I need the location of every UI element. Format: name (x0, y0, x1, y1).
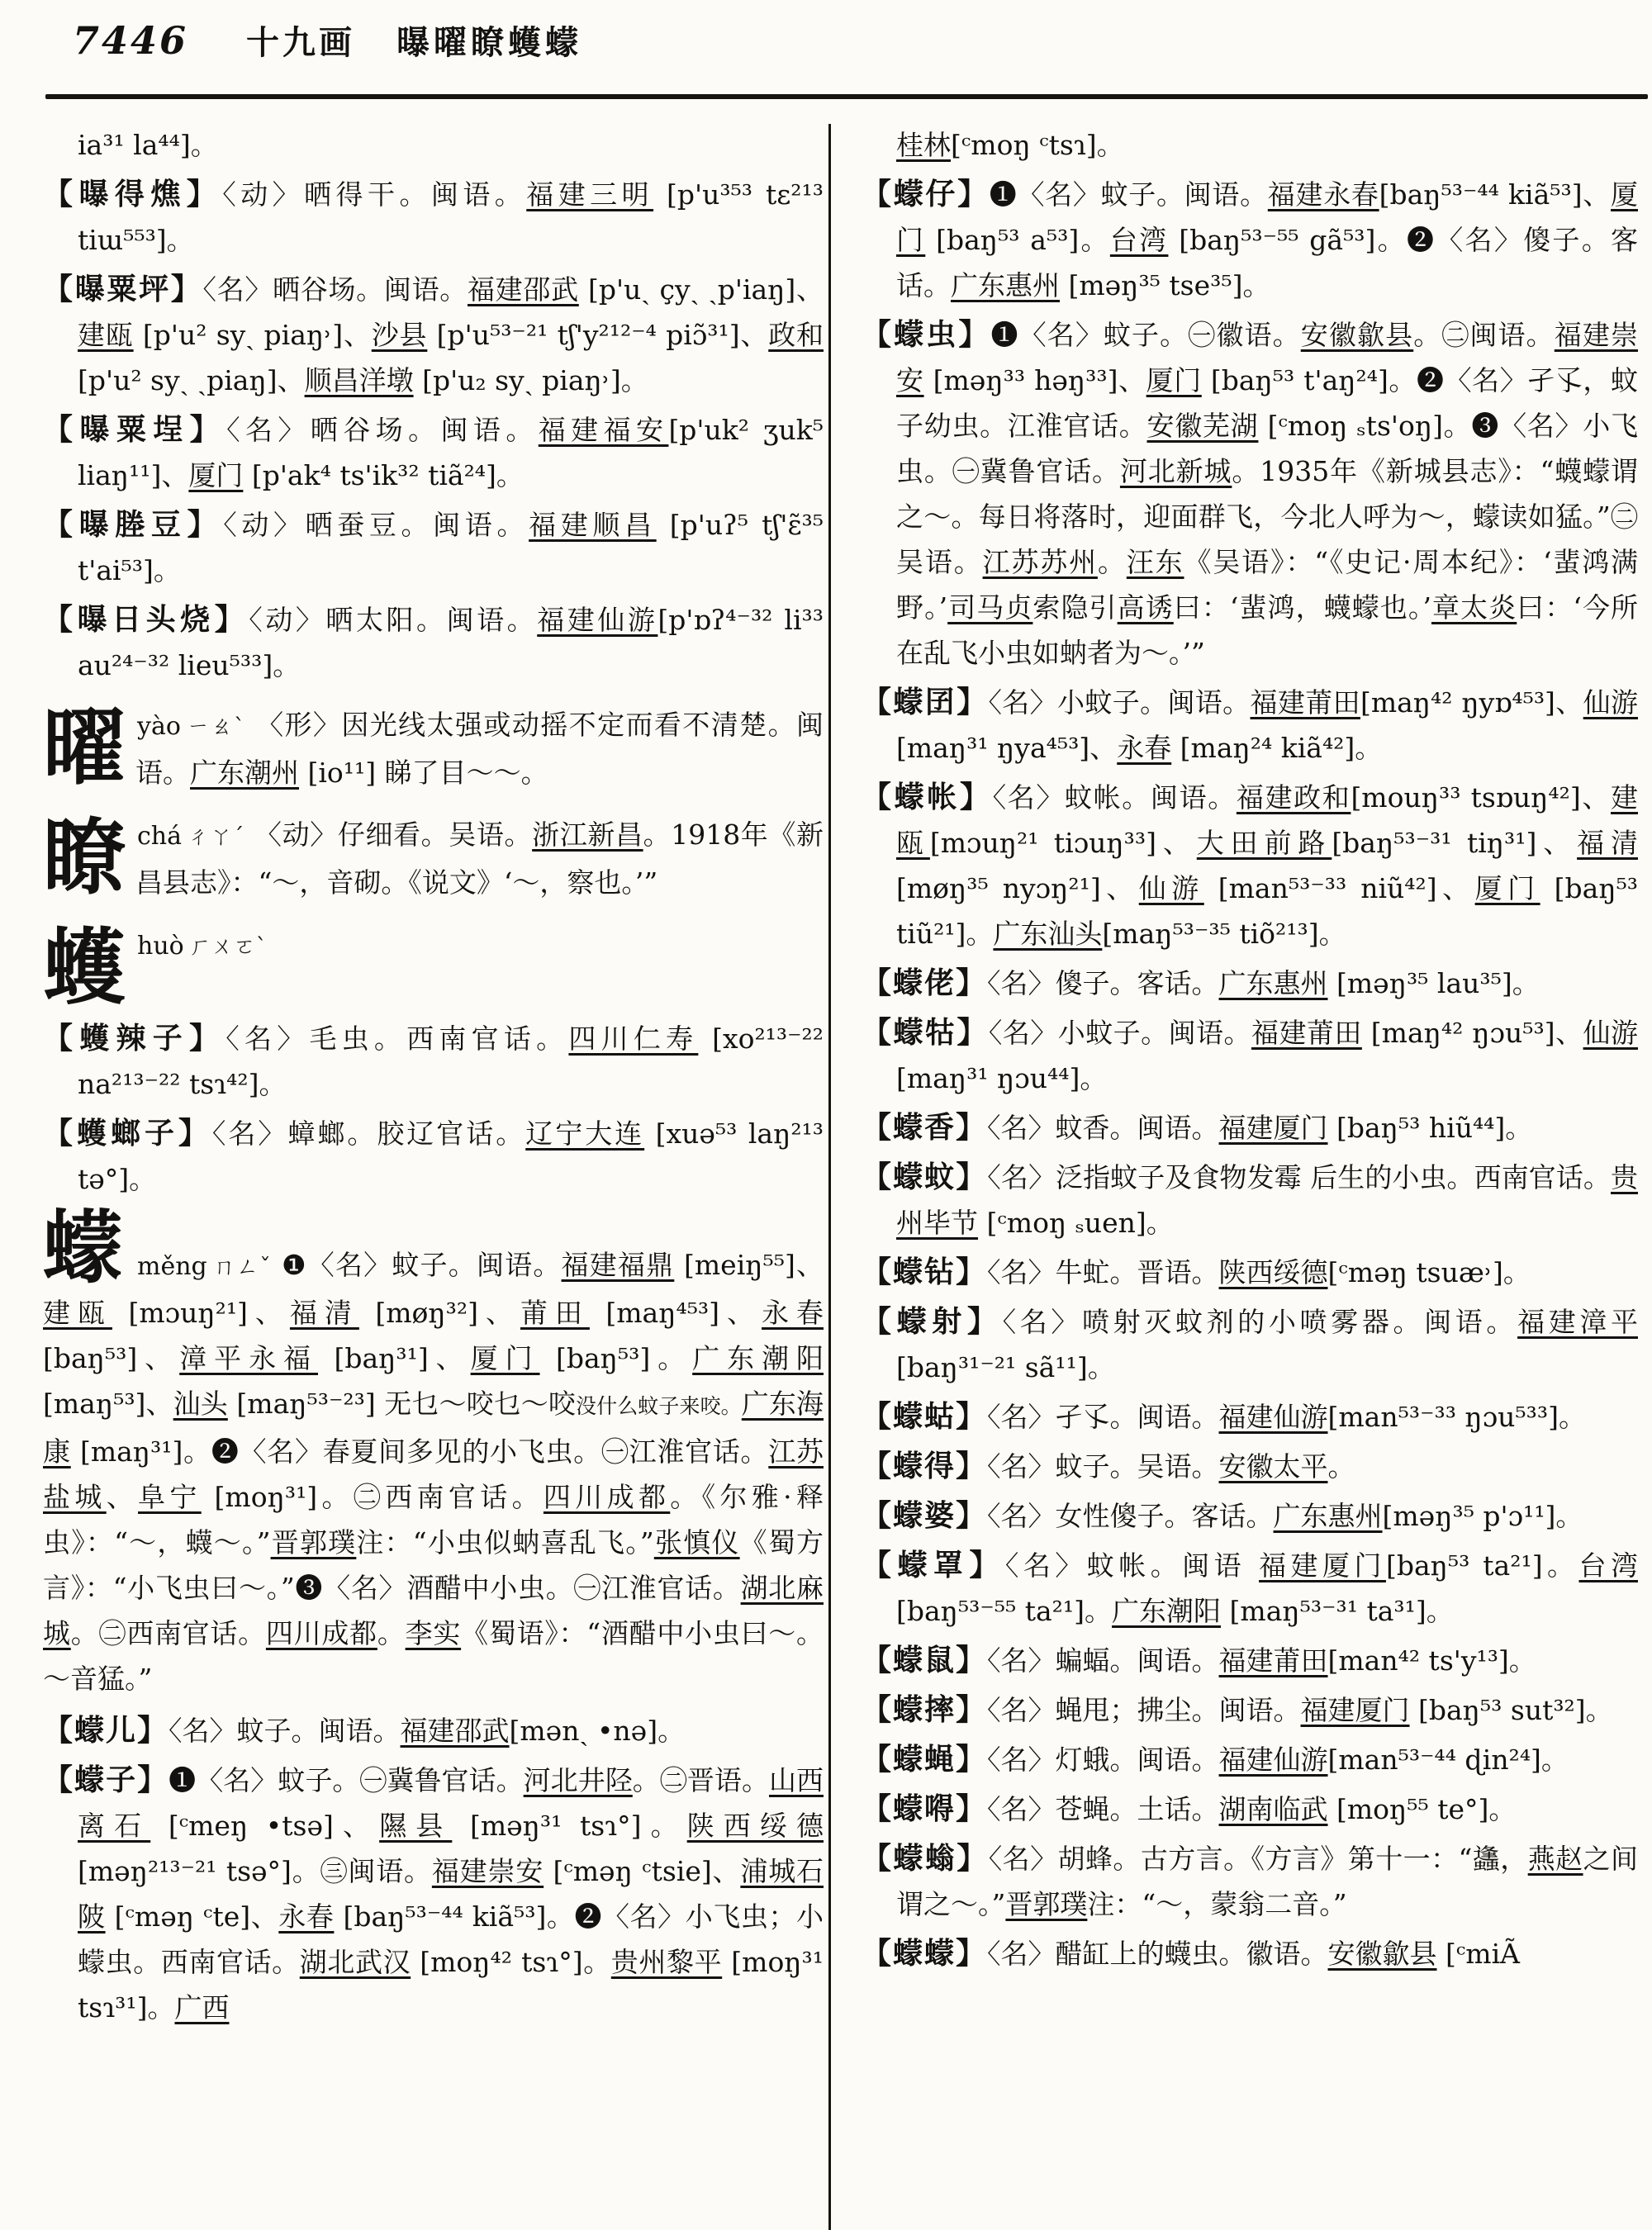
entry-text: [p'u³⁵³ tɛ²¹³ tiɯ⁵⁵³]。 (78, 178, 824, 256)
entry-headword: 【曝粟坪】 (43, 272, 203, 306)
entry-text: [moŋ³¹]。㊁西南官话。 (201, 1481, 544, 1513)
place-name: 福建邵武 (467, 273, 579, 306)
place-name: 福建邵武 (400, 1715, 510, 1747)
place-name: 河北井陉 (523, 1764, 633, 1796)
dict-entry (862, 680, 1638, 771)
entry-text: [io¹¹] 睇了目～～。 (299, 757, 548, 789)
entry-text: [man⁴² ts'y¹³]。 (1327, 1644, 1536, 1677)
entry-text: [baŋ⁵³ t'aŋ²⁴]。❷〈名〉孑孓，蚊子幼虫。江淮官话。 (896, 364, 1638, 442)
section-headword-char: 蠓 (43, 1201, 122, 1294)
place-name: 张慎仪 (653, 1526, 740, 1559)
entry-text: [baŋ⁵³]。 (539, 1342, 693, 1374)
entry-text: 〈名〉苍蝇。土话。 (987, 1793, 1219, 1825)
entry-text: 。 (377, 1617, 406, 1649)
entry-text: 〈名〉蝙蝠。闽语。 (987, 1644, 1219, 1677)
entry-text: 《蜀语》：“酒醋中小虫曰～。～音猛。” (43, 1617, 824, 1695)
place-name: 永春 (762, 1297, 824, 1329)
place-name: 漳平永福 (179, 1342, 318, 1374)
entry-headword: 【蠓帐】 (862, 780, 993, 814)
entry-text: [møŋ³⁵ nyɔŋ²¹]、 (896, 872, 1139, 904)
entry-text: ia³¹ la⁴⁴]。 (78, 129, 218, 161)
entry-text: [man⁵³⁻³³ ŋɔu⁵³³]。 (1327, 1401, 1586, 1433)
dict-entry (43, 597, 824, 688)
dict-entry (862, 1638, 1638, 1683)
entry-text: 〈名〉喷射灭蚊剂的小喷雾器。闽语。 (1002, 1306, 1518, 1338)
dict-entry (43, 502, 824, 593)
place-name: 安徽歙县 (1327, 1938, 1437, 1970)
entry-text: 〈名〉蚊帐。闽语 (1004, 1549, 1260, 1582)
entry-headword: 【蠓虫】 (862, 317, 991, 352)
entry-text: 〈动〉晒太阳。闽语。 (249, 604, 538, 636)
place-name: 浦城石陂 (78, 1855, 824, 1933)
place-name: 福建厦门 (1300, 1694, 1410, 1726)
entry-text: [maŋ⁵³⁻²³] 无乜～咬乜～咬 (227, 1388, 576, 1420)
place-name: 福建仙游 (537, 604, 658, 636)
entry-text: [mouŋ³³ tsɒuŋ⁴²]、 (1351, 781, 1612, 814)
entry-headword: 【蠓牯】 (862, 1015, 989, 1050)
entry-text: 之间谓之～。” (896, 1843, 1638, 1920)
place-name: 桂林 (896, 129, 951, 161)
entry-text: 〈名〉晒谷场。闽语。 (202, 273, 468, 306)
place-name: 仙游 (1583, 1017, 1638, 1049)
place-name: 广东潮阳 (1112, 1595, 1222, 1627)
section-headword-char: 曜 (43, 699, 126, 796)
entry-text: [baŋ⁵³⁻⁴⁴ kiã⁵³]。❷〈名〉小飞虫；小蠓虫。西南官话。 (78, 1900, 824, 1978)
place-name: 大田前路 (1196, 827, 1332, 859)
dict-entry (862, 1155, 1638, 1245)
entry-headword: 【蠖螂子】 (43, 1116, 212, 1151)
left-column (43, 122, 824, 2230)
entry-text: 。1918年《新昌县志》：“～，音砌。《说文》‘～，察也。’” (135, 818, 824, 899)
entry-text: [p'u² syˏ piaŋ˒]、 (133, 319, 372, 351)
dict-entry (862, 1299, 1638, 1390)
place-name: 司马贞 (947, 591, 1033, 624)
place-name: 仙游 (1583, 686, 1638, 719)
entry-text: [ᶜmiÃ (1436, 1938, 1520, 1970)
place-name: 福建永春 (1267, 178, 1379, 211)
place-name: 厦门 (1146, 364, 1202, 396)
zhuyin-label: ㄇㄥˇ (211, 1255, 273, 1280)
entry-text: [baŋ⁵³⁻³¹ tiŋ³¹]、 (1332, 827, 1578, 859)
page-number: 7446 (73, 18, 189, 63)
place-name: 山西离石 (78, 1764, 824, 1842)
entry-text: [ᶜmoŋ ₛts'oŋ]。❸〈名〉小飞虫。㊀冀鲁官话。 (896, 410, 1638, 487)
dict-entry (862, 172, 1638, 308)
entry-text: 〈名〉蚊香。闽语。 (987, 1112, 1219, 1144)
entry-text: 〈名〉蝇甩；拂尘。闽语。 (987, 1694, 1301, 1726)
entry-text: 〈形〉因光线太强或动摇不定而看不清楚。闽语。 (135, 709, 824, 789)
place-name: 福建福鼎 (561, 1249, 675, 1281)
place-name: 福建漳平 (1517, 1306, 1638, 1338)
entry-text: 、 (106, 1481, 139, 1513)
zhuyin-label: ㄏㄨㄛˋ (188, 934, 268, 960)
section-entry (43, 692, 824, 795)
entry-text: [ᶜməŋ ᶜtsie]、 (544, 1855, 741, 1887)
place-name: 广东惠州 (1218, 967, 1328, 999)
place-name: 福建莆田 (1250, 686, 1360, 719)
place-name: 浙江新昌 (532, 818, 643, 851)
entry-text: 〈名〉小蚊子。闽语。 (988, 686, 1251, 719)
entry-text: [baŋ⁵³⁻⁴⁴ kiã⁵³]、 (1379, 178, 1611, 211)
place-name: 广西 (174, 1991, 230, 2024)
zhuyin-label: ㄧㄠˋ (185, 714, 247, 740)
place-name: 福建仙游 (1218, 1744, 1328, 1776)
stroke-count-section: 十九画 (246, 23, 356, 62)
entry-text: 〈名〉醋缸上的蠛虫。徽语。 (987, 1938, 1328, 1970)
place-name: 厦门 (188, 459, 244, 491)
dict-entry (862, 1493, 1638, 1539)
place-name: 厦门 (1474, 872, 1540, 904)
entry-text: [baŋ⁵³⁻⁵⁵ ta²¹]。 (896, 1595, 1113, 1627)
dict-entry (43, 172, 824, 263)
place-name: 台湾 (1109, 224, 1169, 256)
dict-entry (862, 1836, 1638, 1927)
place-name: 福建政和 (1236, 781, 1351, 814)
entry-text: [møŋ³²]、 (358, 1297, 520, 1329)
entry-headword: 【蠓囝】 (862, 685, 989, 719)
place-name: 仙游 (1138, 872, 1204, 904)
place-name: 高诱 (1117, 591, 1174, 624)
entry-headword: 【蠓佬】 (862, 966, 988, 1000)
entry-text: [p'ak⁴ ts'ik³² tiã²⁴]。 (243, 459, 524, 491)
entry-text: [maŋ⁴⁵³]、 (589, 1297, 762, 1329)
dict-entry (862, 1786, 1638, 1832)
place-name: 永春 (278, 1900, 335, 1933)
place-name: 广东潮阳 (692, 1342, 824, 1374)
dict-entry (862, 961, 1638, 1006)
entry-text: 。 (1327, 1450, 1355, 1483)
place-name: 福建莆田 (1218, 1644, 1328, 1677)
place-name: 阜宁 (138, 1481, 202, 1513)
entry-text: [mɔuŋ²¹]、 (112, 1297, 290, 1329)
place-name: 燕赵 (1527, 1843, 1583, 1875)
entry-text: [maŋ³¹ ŋya⁴⁵³]、 (896, 732, 1118, 764)
entry-text: 〈名〉毛虫。西南官话。 (225, 1022, 569, 1055)
entry-text: [baŋ⁵³]、 (43, 1342, 180, 1374)
entry-headword: 【蠓射】 (862, 1304, 1003, 1339)
entry-text: [meiŋ⁵⁵]、 (674, 1249, 824, 1281)
dict-entry (43, 1111, 824, 1202)
entry-headword: 【蠓得】 (862, 1449, 988, 1483)
entry-text: 〈动〉仔细看。吴语。 (254, 818, 533, 851)
dict-entry (43, 407, 824, 498)
entry-text: 〈名〉蚊子。吴语。 (987, 1450, 1219, 1483)
dict-entry (862, 1737, 1638, 1782)
place-name: 江苏盐城 (43, 1435, 824, 1513)
entry-headword: 【蠓婆】 (862, 1498, 988, 1533)
entry-text: [maŋ⁵³⁻³⁵ tiõ²¹³]。 (1102, 918, 1346, 950)
entry-text: [mɔuŋ²¹ tiɔuŋ³³]、 (929, 827, 1197, 859)
dict-entry (43, 1708, 824, 1753)
place-name: 安徽太平 (1218, 1450, 1328, 1483)
entry-text: 〈动〉晒得干。闽语。 (222, 178, 527, 211)
dict-entry (862, 1543, 1638, 1634)
entry-text: [məŋ³¹ tsɿ°]。 (452, 1810, 687, 1842)
entry-text: 。㊁西南官话。 (70, 1617, 266, 1649)
place-name: 永春 (1117, 732, 1172, 764)
place-name: 江苏苏州 (982, 546, 1098, 578)
entry-text: 。㊁晋语。 (632, 1764, 769, 1796)
section-entry (43, 1201, 824, 1701)
entry-headword: 【曝日头烧】 (43, 602, 249, 637)
entry-headword: 【蠓鼠】 (862, 1643, 988, 1677)
entry-text: [p'uʔ⁵ tʃ'ɛ̃³⁵ t'ai⁵³]。 (78, 509, 824, 586)
entry-headword: 【蠓罩】 (862, 1548, 1005, 1582)
entry-text: 〈名〉蚊子。闽语。 (169, 1715, 401, 1747)
place-name: 福建福安 (538, 414, 669, 446)
entry-headword: 【蠓钻】 (862, 1255, 988, 1289)
entry-text: [xuə⁵³ laŋ²¹³ tə°]。 (78, 1117, 824, 1195)
section-entry (43, 802, 824, 905)
entry-text: 曰：‘蜚鸿，蠛蠓也。’ (1173, 591, 1431, 624)
entry-headword: 【蠓香】 (862, 1110, 988, 1145)
place-name: 汪东 (1126, 546, 1184, 578)
entry-text: 〈名〉小蚊子。闽语。 (988, 1017, 1251, 1049)
place-name: 福建顺昌 (529, 509, 657, 541)
entry-text: [məŋ³⁵ p'ɔ¹¹]。 (1382, 1500, 1583, 1532)
entry-text: [baŋ⁵³ tiũ²¹]。 (896, 872, 1638, 950)
example-gloss: 没什么蚊子来咬。 (576, 1394, 742, 1418)
entry-text: [moŋ³¹ tsɿ³¹]。 (78, 1946, 824, 2024)
place-name: 政和 (768, 319, 824, 351)
entry-text: [p'uk² ʒuk⁵ liaŋ¹¹]、 (78, 414, 824, 491)
entry-headword: 【蠓仔】 (862, 177, 990, 211)
entry-text: [maŋ⁴² ŋɔu⁵³]、 (1361, 1017, 1583, 1049)
section-headword-char: 蠖 (43, 918, 126, 1016)
place-name: 莆田 (520, 1297, 590, 1329)
entry-text: 。1935年《新城县志》：“蠛蠓谓之～。每日将落时，迎面群飞，今北人呼为～，蠓读如猛。”㊁吴语。 (896, 455, 1638, 578)
entry-text: [man⁵³⁻⁴⁴ ɖin²⁴]。 (1327, 1744, 1569, 1776)
dict-continuation-text (862, 122, 1638, 168)
dict-entry (862, 1394, 1638, 1440)
place-name: 隰县 (379, 1810, 453, 1842)
right-column (862, 122, 1638, 2230)
entry-text: [məŋ³³ həŋ³³]、 (923, 364, 1146, 396)
entry-text: 〈名〉孑孓。闽语。 (987, 1401, 1219, 1433)
place-name: 章太炎 (1431, 591, 1517, 624)
place-name: 福建莆田 (1251, 1017, 1362, 1049)
dict-entry (862, 775, 1638, 956)
place-name: 台湾 (1578, 1549, 1638, 1582)
entry-text: 注：“～，蒙翁二音。” (1087, 1888, 1347, 1920)
entry-text: 〈名〉泛指蚊子及食物发霉 后生的小虫。西南官话。 (987, 1161, 1611, 1193)
entry-text: 〈名〉傻子。客话。 (987, 967, 1219, 999)
entry-text: [baŋ³¹⁻²¹ sã¹¹]。 (896, 1351, 1115, 1383)
entry-text: [p'ɒʔ⁴⁻³² li³³ au²⁴⁻³² lieu⁵³³]。 (78, 604, 824, 681)
column-divider-rule (828, 124, 831, 2230)
entry-headword: 【曝得燋】 (43, 177, 223, 211)
entry-text: [maŋ⁴² ŋyɒ⁴⁵³]、 (1360, 686, 1583, 719)
entry-text: [p'u⁵³⁻²¹ tʃ'y²¹²⁻⁴ piɔ̃³¹]、 (427, 319, 769, 351)
place-name: 安徽芜湖 (1146, 410, 1259, 442)
place-name: 沙县 (371, 319, 428, 351)
place-name: 建瓯 (896, 781, 1638, 859)
entry-text: [ᶜməŋ ᶜte]、 (105, 1900, 279, 1933)
place-name: 福清 (1577, 827, 1638, 859)
section-entry (43, 912, 824, 1016)
entry-text: 注：“小虫似蚋喜乱飞。” (356, 1526, 654, 1559)
entry-text: [baŋ³¹]、 (318, 1342, 471, 1374)
place-name: 广东海康 (43, 1388, 824, 1468)
entry-headword: 【蠓蛄】 (862, 1399, 988, 1434)
place-name: 陕西绥德 (1218, 1256, 1328, 1288)
entry-text: [p'uˏ çyˏ ˏp'iaŋ]、 (578, 273, 824, 306)
place-name: 建瓯 (43, 1297, 112, 1329)
entry-text: ❶〈名〉蚊子。闽语。 (282, 1249, 562, 1281)
entry-text: [baŋ⁵³ a⁵³]。 (925, 224, 1110, 256)
entry-text: [maŋ³¹]。❷〈名〉春夏间多见的小飞虫。㊀江淮官话。 (70, 1435, 769, 1468)
place-name: 安徽歙县 (1300, 319, 1414, 351)
entry-text: [baŋ⁵³ hiũ⁴⁴]。 (1327, 1112, 1533, 1144)
entry-text: ❶〈名〉蚊子。㊀徽语。 (990, 319, 1301, 351)
pinyin-label: yào (137, 712, 181, 741)
place-name: 湖北麻城 (43, 1572, 824, 1649)
entry-text: [məŋ²¹³⁻²¹ tsə°]。㊂闽语。 (78, 1855, 432, 1887)
place-name: 广东汕头 (993, 918, 1103, 950)
place-name: 福建厦门 (1218, 1112, 1328, 1144)
place-name: 顺昌洋墩 (304, 364, 414, 396)
place-name: 广东潮州 (190, 757, 299, 789)
entry-text: [maŋ⁵³⁻³¹ ta³¹]。 (1221, 1595, 1454, 1627)
pinyin-label: měng (137, 1252, 207, 1281)
place-name: 福建厦门 (1259, 1549, 1386, 1582)
entry-text: 。㊁闽语。 (1413, 319, 1555, 351)
entry-text: 〈名〉晒谷场。闽语。 (226, 414, 539, 446)
entry-headword: 【蠓蚊】 (862, 1160, 988, 1194)
entry-text: 〈名〉蟑螂。胶辽官话。 (211, 1117, 526, 1150)
dict-entry (43, 1016, 824, 1107)
zhuyin-label: ㄔㄚˊ (187, 824, 244, 850)
pinyin-label: chá (137, 822, 183, 851)
place-name: 建瓯 (78, 319, 134, 351)
entry-headword: 【蠓儿】 (43, 1713, 169, 1748)
entry-headword: 【蠓摔】 (862, 1692, 988, 1727)
place-name: 晋郭璞 (1005, 1888, 1088, 1920)
place-name: 广东惠州 (1273, 1500, 1383, 1532)
entry-text: [ᶜmoŋ ₛuen]。 (978, 1207, 1174, 1239)
section-characters: 曝曜瞭蠖蠓 (396, 23, 583, 62)
place-name: 辽宁大连 (525, 1117, 645, 1150)
dict-entry (862, 1105, 1638, 1151)
entry-text: 〈名〉牛虻。晋语。 (987, 1256, 1219, 1288)
entry-headword: 【蠓螉】 (862, 1841, 989, 1876)
place-name: 贵州毕节 (896, 1161, 1638, 1239)
entry-text: ❶〈名〉蚊子。㊀冀鲁官话。 (169, 1764, 524, 1796)
entry-text: [xo²¹³⁻²² na²¹³⁻²² tsɿ⁴²]。 (78, 1022, 824, 1100)
entry-headword: 【蠖辣子】 (43, 1021, 226, 1056)
page-header (73, 17, 582, 64)
dict-entry (862, 1010, 1638, 1101)
place-name: 汕头 (173, 1388, 228, 1420)
entry-headword: 【曝粟埕】 (43, 412, 227, 447)
pinyin-label: huò (137, 932, 184, 961)
entry-text: [man⁵³⁻³³ niũ⁴²]、 (1203, 872, 1475, 904)
dict-entry (43, 1758, 824, 2030)
entry-text: ❶〈名〉蚊子。闽语。 (989, 178, 1268, 211)
place-name: 福清 (289, 1297, 359, 1329)
entry-text: 曰：‘今所在乱飞小虫如蚋者为～。’” (896, 591, 1638, 669)
place-name: 广东惠州 (951, 269, 1060, 301)
entry-text: [məŋ³⁵ tse³⁵]。 (1060, 269, 1270, 301)
entry-text: [mənˏ •nə]。 (509, 1715, 686, 1747)
entry-text: 。 (1097, 546, 1127, 578)
entry-text: [baŋ⁵³ ta²¹]。 (1385, 1549, 1579, 1582)
dict-entry (862, 312, 1638, 676)
entry-text: [ᶜməŋ tsuæ˒]。 (1327, 1256, 1531, 1288)
entry-text: [moŋ⁵⁵ te°]。 (1327, 1793, 1517, 1825)
entry-text: 〈名〉灯蛾。闽语。 (987, 1744, 1219, 1776)
dict-entry (862, 1931, 1638, 1976)
entry-text: [maŋ²⁴ kiã⁴²]。 (1171, 732, 1383, 764)
place-name: 河北新城 (1119, 455, 1232, 487)
place-name: 福建三明 (526, 178, 654, 211)
place-name: 陕西绥德 (686, 1810, 824, 1842)
entry-text: [ᶜmeŋ •tsə]、 (150, 1810, 380, 1842)
dict-entry (862, 1444, 1638, 1489)
entry-headword: 【蠓蠓】 (862, 1936, 988, 1971)
place-name: 贵州黎平 (610, 1946, 723, 1978)
entry-text: 。《尔雅·释虫》：“～，蠛～。” (43, 1481, 824, 1559)
entry-text: [baŋ⁵³ sut³²]。 (1409, 1694, 1613, 1726)
entry-text: [maŋ³¹ ŋɔu⁴⁴]。 (896, 1062, 1108, 1094)
place-name: 厦门 (896, 178, 1638, 256)
place-name: 四川成都 (265, 1617, 377, 1649)
dict-entry (862, 1250, 1638, 1295)
entry-text: 〈动〉晒蚕豆。闽语。 (223, 509, 529, 541)
entry-text: 〈名〉女性傻子。客话。 (987, 1500, 1274, 1532)
entry-text: [maŋ⁵³]、 (43, 1388, 173, 1420)
place-name: 福建仙游 (1218, 1401, 1328, 1433)
entry-text: 〈名〉胡蜂。古方言。《方言》第十一：“蠭， (988, 1843, 1528, 1875)
entry-headword: 【曝塍豆】 (43, 507, 224, 542)
place-name: 福建崇安 (896, 319, 1638, 396)
place-name: 李实 (405, 1617, 462, 1649)
place-name: 厦门 (470, 1342, 540, 1374)
entry-headword: 【蠓嘚】 (862, 1791, 988, 1826)
dict-entry (862, 1687, 1638, 1733)
place-name: 湖北武汉 (299, 1946, 411, 1978)
place-name: 四川仁寿 (568, 1022, 699, 1055)
entry-text: [baŋ⁵³⁻⁵⁵ gã⁵³]。❷〈名〉傻子。客话。 (896, 224, 1638, 301)
section-headword-char: 瞭 (43, 809, 126, 906)
entry-text: 《蜀方言》：“小飞虫曰～。”❸〈名〉酒醋中小虫。㊀江淮官话。 (43, 1526, 824, 1604)
place-name: 福建崇安 (431, 1855, 544, 1887)
place-name: 湖南临武 (1218, 1793, 1328, 1825)
dict-continuation-text (43, 122, 824, 168)
entry-text: [məŋ³⁵ lau³⁵]。 (1327, 967, 1540, 999)
entry-headword: 【蠓子】 (43, 1763, 169, 1797)
place-name: 晋郭璞 (270, 1526, 357, 1559)
dict-entry (43, 267, 824, 403)
entry-text: 索隐引 (1032, 591, 1118, 624)
entry-text: [ᶜmoŋ ᶜtsɿ]。 (951, 129, 1124, 161)
entry-text: [moŋ⁴² tsɿ°]。 (411, 1946, 611, 1978)
entry-text: 《吴语》：“《史记·周本纪》：‘蜚鸿满野。’ (896, 546, 1638, 624)
entry-text: [p'u² syˏ ˏpiaŋ]、 (78, 364, 305, 396)
place-name: 四川成都 (543, 1481, 671, 1513)
entry-headword: 【蠓蝇】 (862, 1742, 988, 1777)
entry-text: 〈名〉蚊帐。闽语。 (992, 781, 1237, 814)
entry-text: [p'u₂ syˏ piaŋ˒]。 (413, 364, 648, 396)
header-rule (45, 94, 1648, 99)
